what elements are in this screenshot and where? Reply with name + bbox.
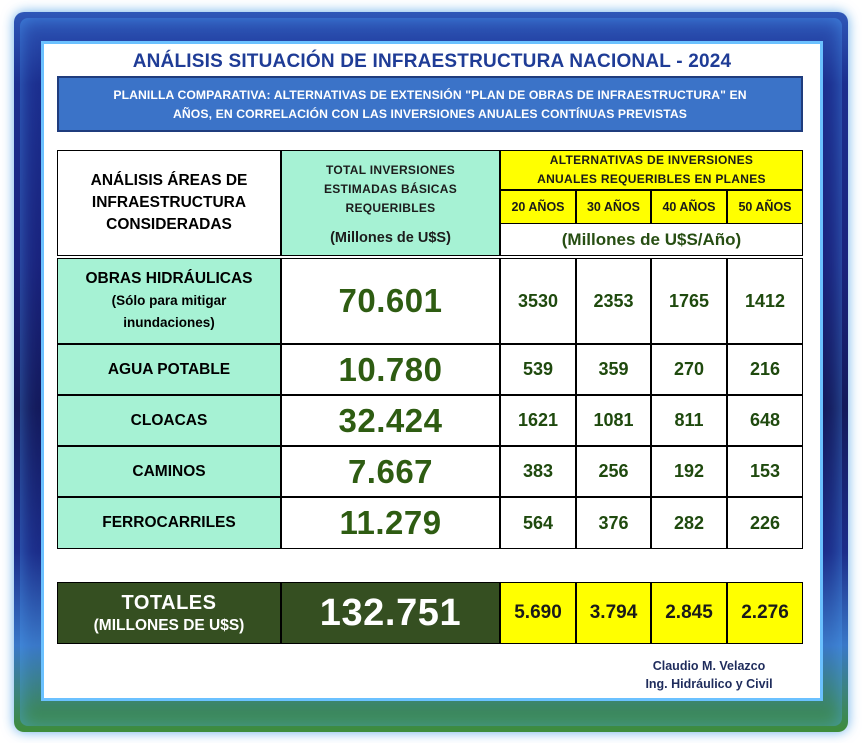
- author-signature: [609, 657, 809, 693]
- totals-unit-text: (MILLONES DE U$S): [93, 616, 245, 634]
- page-title: ANÁLISIS SITUACIÓN DE INFRAESTRUCTURA NACIONAL - 2024: [132, 51, 732, 72]
- header-total-investment: [281, 150, 500, 256]
- row-total-obras-hidraulicas: 70.601: [281, 258, 500, 344]
- row-label-ferrocarriles: FERROCARRILES: [57, 497, 281, 549]
- row-value-cell: 1412: [727, 258, 803, 344]
- row-value-cell: 192: [651, 446, 727, 497]
- header-total-line-2: ESTIMADAS BÁSICAS: [323, 181, 458, 196]
- header-year-20: 20 AÑOS: [500, 190, 576, 224]
- subtitle-box: [57, 76, 803, 132]
- header-total-line-3: REQUERIBLES: [345, 200, 436, 215]
- header-year-30: 30 AÑOS: [576, 190, 651, 224]
- header-areas: [57, 150, 281, 256]
- author-name: Claudio M. Velazco: [652, 659, 766, 673]
- row-label-caminos: CAMINOS: [57, 446, 281, 497]
- row-value-cell: 1621: [500, 395, 576, 446]
- row-value-cell: 1081: [576, 395, 651, 446]
- totals-value-cell: 2.276: [727, 582, 803, 644]
- totals-label: [57, 582, 281, 644]
- row-value-cell: 383: [500, 446, 576, 497]
- row-total-ferrocarriles: 11.279: [281, 497, 500, 549]
- row-value-cell: 648: [727, 395, 803, 446]
- totals-value-cell: 5.690: [500, 582, 576, 644]
- row-label-obras-hidraulicas: [57, 258, 281, 344]
- header-areas-line-2: INFRAESTRUCTURA: [91, 194, 247, 211]
- row-value-cell: 153: [727, 446, 803, 497]
- totals-label-text: TOTALES: [121, 591, 217, 614]
- row-value-cell: 1765: [651, 258, 727, 344]
- header-year-50: 50 AÑOS: [727, 190, 803, 224]
- row-note-line-2: inundaciones): [123, 315, 215, 330]
- header-total-unit: (Millones de U$S): [330, 229, 451, 246]
- document-panel: [44, 44, 820, 698]
- header-annual-unit: (Millones de U$S/Año): [500, 224, 803, 256]
- row-total-caminos: 7.667: [281, 446, 500, 497]
- row-value-cell: 256: [576, 446, 651, 497]
- totals-total-investment: 132.751: [281, 582, 500, 644]
- author-title: Ing. Hidráulico y Civil: [645, 677, 773, 691]
- row-value-cell: 359: [576, 344, 651, 395]
- row-value-cell: 539: [500, 344, 576, 395]
- row-value-cell: 226: [727, 497, 803, 549]
- row-value-cell: 811: [651, 395, 727, 446]
- row-value-cell: 3530: [500, 258, 576, 344]
- row-value-cell: 282: [651, 497, 727, 549]
- row-label-cloacas: CLOACAS: [57, 395, 281, 446]
- header-total-line-1: TOTAL INVERSIONES: [325, 162, 456, 177]
- header-alt-line-2: ANUALES REQUERIBLES EN PLANES: [537, 172, 766, 186]
- totals-value-cell: 2.845: [651, 582, 727, 644]
- row-value-cell: 270: [651, 344, 727, 395]
- row-value-cell: 376: [576, 497, 651, 549]
- row-value-cell: 216: [727, 344, 803, 395]
- header-alternatives: [500, 150, 803, 190]
- row-total-agua-potable: 10.780: [281, 344, 500, 395]
- header-alt-line-1: ALTERNATIVAS DE INVERSIONES: [549, 153, 754, 167]
- row-value-cell: 2353: [576, 258, 651, 344]
- header-year-40: 40 AÑOS: [651, 190, 727, 224]
- header-areas-line-3: CONSIDERADAS: [106, 216, 232, 233]
- header-areas-line-1: ANÁLISIS ÁREAS DE: [90, 172, 248, 189]
- subtitle-line-1: PLANILLA COMPARATIVA: ALTERNATIVAS DE EXTENSIÓN "PLAN DE OBRAS DE INFRAESTRUCTURA" EN: [113, 88, 747, 102]
- row-value-cell: 564: [500, 497, 576, 549]
- row-total-cloacas: 32.424: [281, 395, 500, 446]
- row-label-agua-potable: AGUA POTABLE: [57, 344, 281, 395]
- totals-value-cell: 3.794: [576, 582, 651, 644]
- subtitle-line-2: AÑOS, EN CORRELACIÓN CON LAS INVERSIONES ANUALES CONTÍNUAS PREVISTAS: [173, 107, 687, 121]
- row-label-text: OBRAS HIDRÁULICAS: [85, 270, 253, 287]
- row-note-line-1: (Sólo para mitigar: [111, 293, 227, 308]
